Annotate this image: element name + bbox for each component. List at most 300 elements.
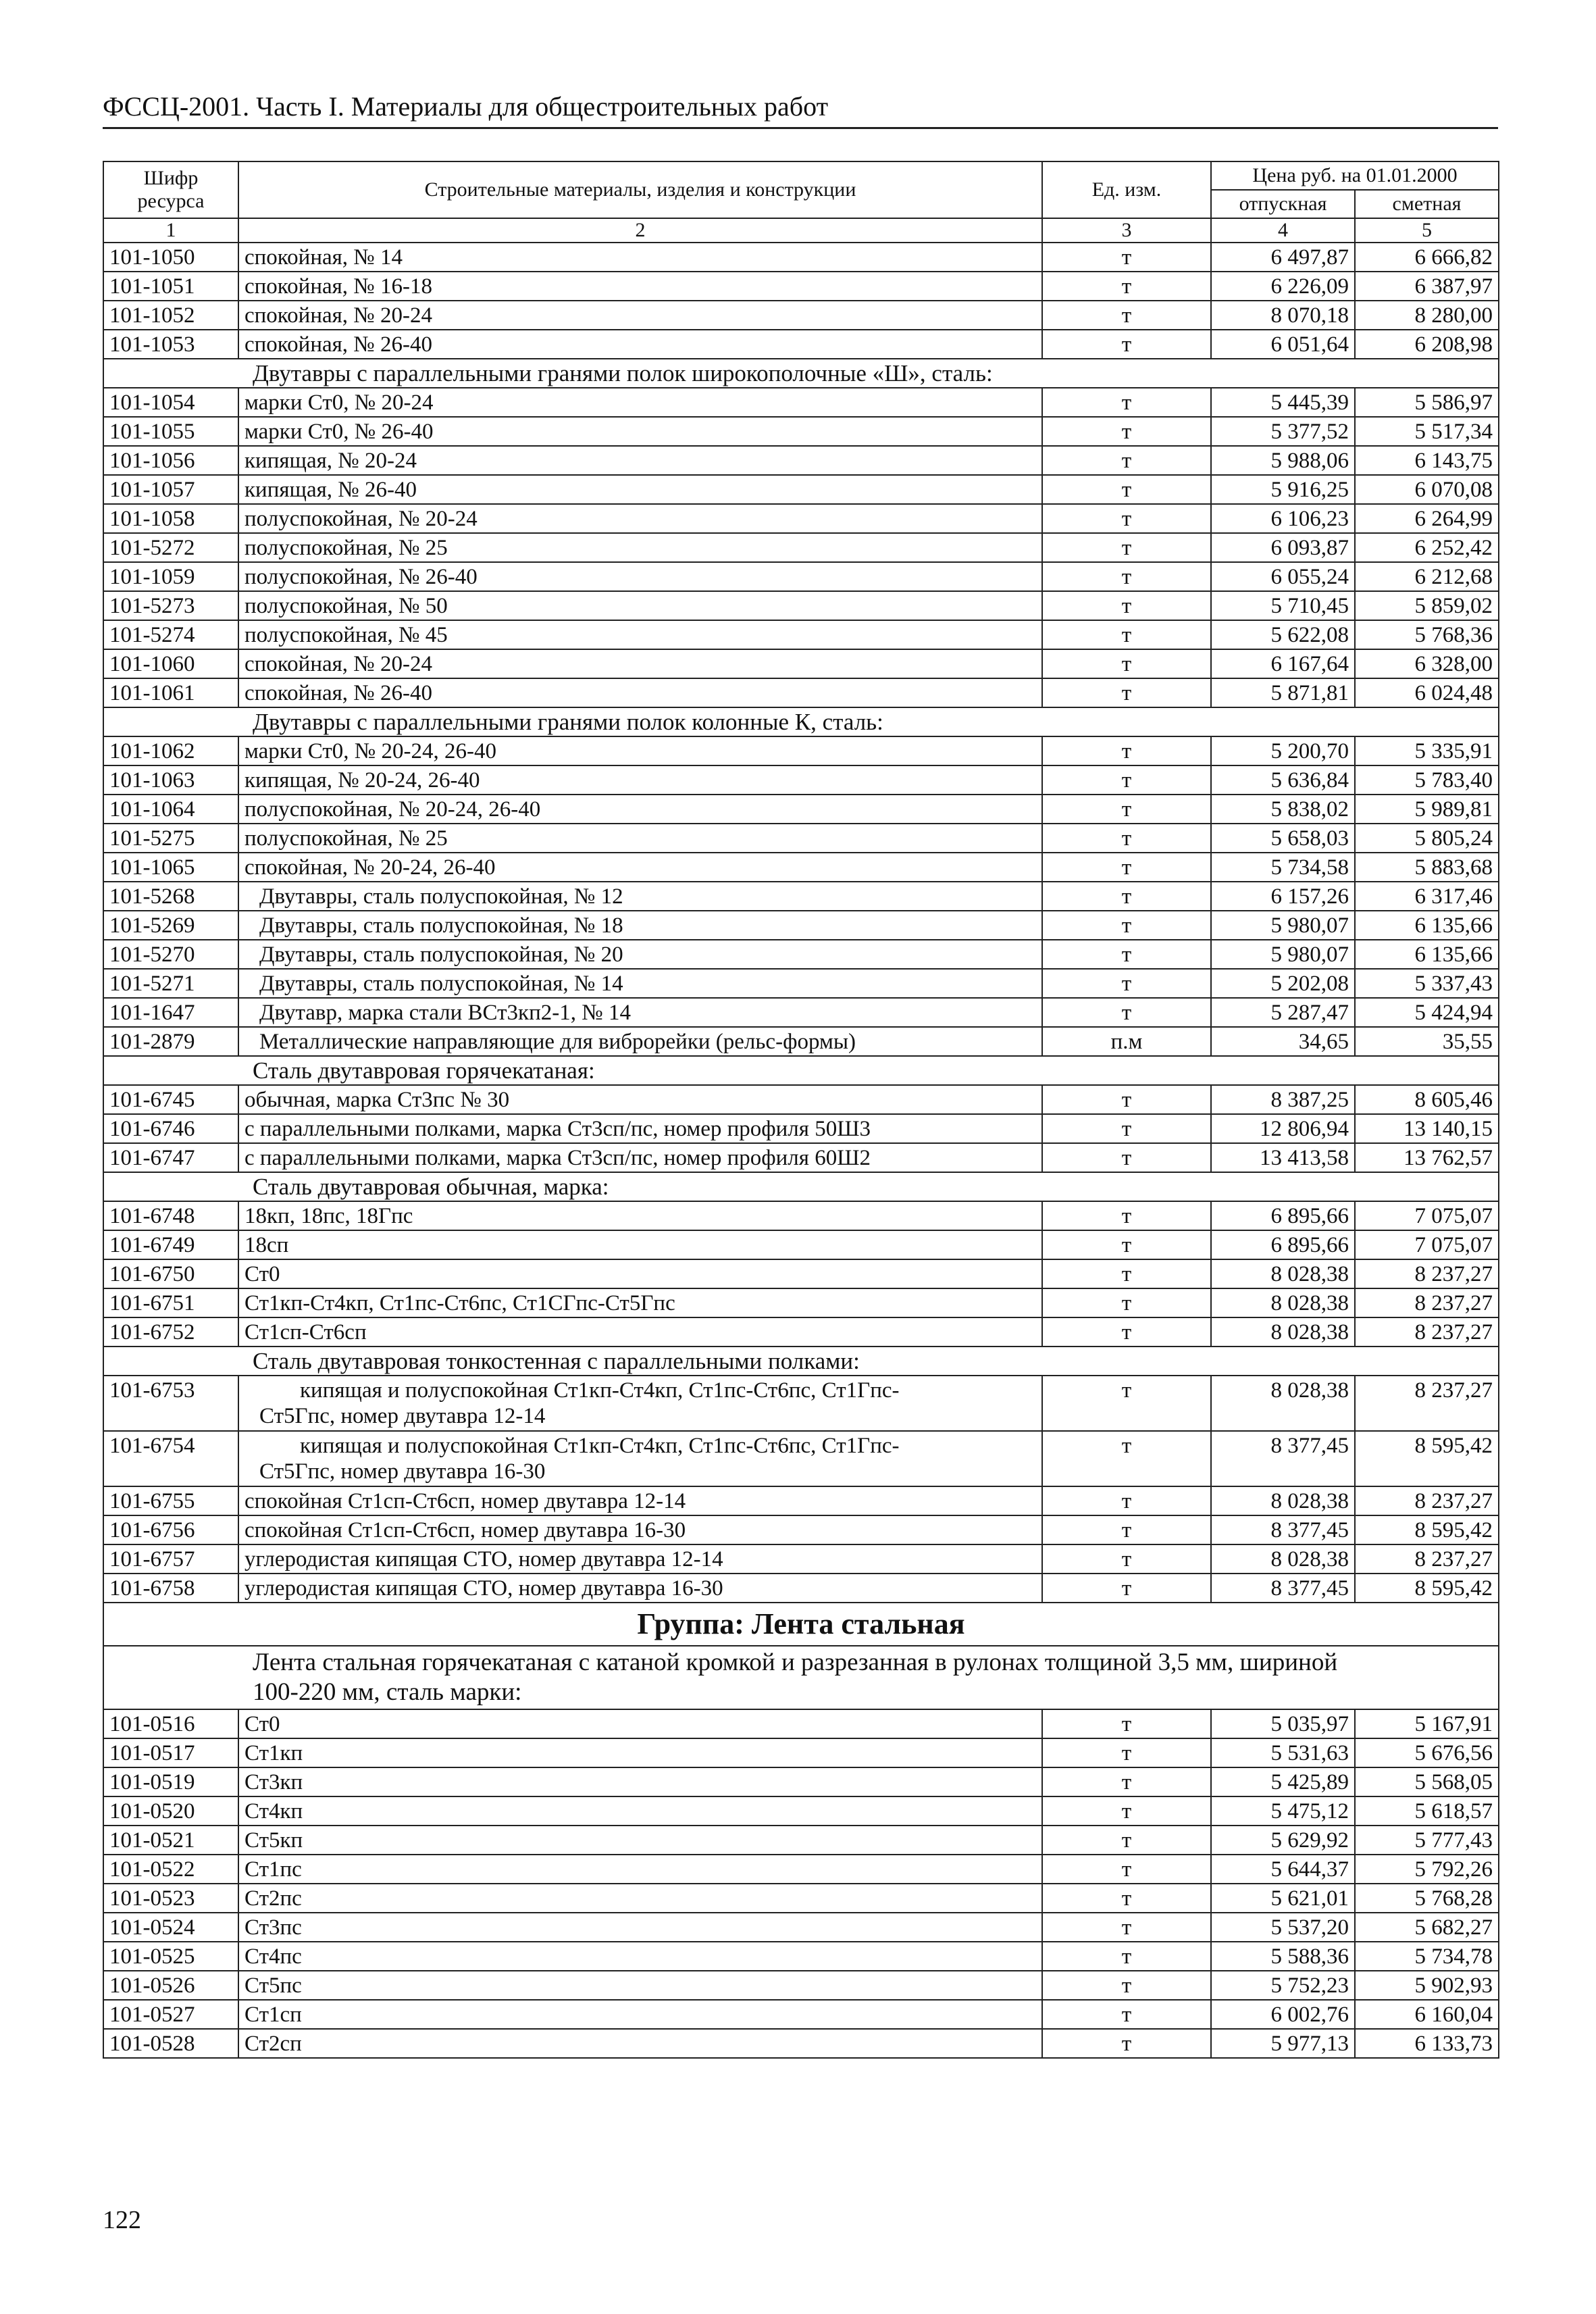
unit: т (1042, 1709, 1211, 1738)
resource-code: 101-1063 (103, 765, 238, 795)
estimate-price: 7 075,07 (1355, 1230, 1499, 1259)
running-title: ФССЦ-2001. Часть I. Материалы для общестроительных работ (103, 89, 1498, 129)
table-row (103, 1431, 1499, 1486)
unit: т (1042, 330, 1211, 359)
table-row (103, 678, 1499, 707)
price-table (103, 161, 1499, 2059)
table-row (103, 1709, 1499, 1738)
material-name: спокойная, № 20-24 (238, 649, 1042, 678)
estimate-price: 5 337,43 (1355, 969, 1499, 998)
resource-code: 101-0523 (103, 1884, 238, 1913)
table-row (103, 911, 1499, 940)
header-estimate: сметная (1355, 190, 1499, 218)
table-header (103, 161, 1499, 243)
unit: т (1042, 795, 1211, 824)
release-price: 5 622,08 (1211, 620, 1355, 649)
release-price: 5 588,36 (1211, 1942, 1355, 1971)
unit: т (1042, 1855, 1211, 1884)
material-name: углеродистая кипящая СТО, номер двутавра 16-30 (238, 1574, 1042, 1603)
table-row (103, 1486, 1499, 1515)
release-price: 12 806,94 (1211, 1114, 1355, 1143)
unit: т (1042, 882, 1211, 911)
release-price: 6 051,64 (1211, 330, 1355, 359)
unit: т (1042, 1143, 1211, 1172)
material-name: Ст5кп (238, 1826, 1042, 1855)
unit: т (1042, 1376, 1211, 1431)
release-price: 5 035,97 (1211, 1709, 1355, 1738)
header-colnum: 2 (238, 218, 1042, 243)
estimate-price: 8 237,27 (1355, 1544, 1499, 1574)
estimate-price: 6 264,99 (1355, 504, 1499, 533)
table-row (103, 504, 1499, 533)
unit: т (1042, 504, 1211, 533)
resource-code: 101-6752 (103, 1317, 238, 1347)
resource-code: 101-0524 (103, 1913, 238, 1942)
release-price: 6 106,23 (1211, 504, 1355, 533)
unit: т (1042, 1431, 1211, 1486)
resource-code: 101-5274 (103, 620, 238, 649)
header-colnum: 1 (103, 218, 238, 243)
material-name: Двутавры, сталь полуспокойная, № 20 (238, 940, 1042, 969)
table-row (103, 417, 1499, 446)
unit: т (1042, 911, 1211, 940)
table-row (103, 475, 1499, 504)
material-name-line: Ст5Гпс, номер двутавра 12-14 (259, 1404, 546, 1428)
table-row (103, 272, 1499, 301)
table-body (103, 243, 1499, 2058)
resource-code: 101-1060 (103, 649, 238, 678)
release-price: 6 093,87 (1211, 533, 1355, 562)
unit: т (1042, 591, 1211, 620)
estimate-price: 6 135,66 (1355, 911, 1499, 940)
material-name: Двутавр, марка стали ВСт3кп2-1, № 14 (238, 998, 1042, 1027)
estimate-price: 6 317,46 (1355, 882, 1499, 911)
unit: т (1042, 1085, 1211, 1114)
release-price: 6 497,87 (1211, 243, 1355, 272)
resource-code: 101-1647 (103, 998, 238, 1027)
unit: т (1042, 1114, 1211, 1143)
group-intro-row (103, 1646, 1499, 1709)
estimate-price: 8 237,27 (1355, 1486, 1499, 1515)
resource-code: 101-0520 (103, 1796, 238, 1826)
resource-code: 101-1053 (103, 330, 238, 359)
estimate-price: 5 768,36 (1355, 620, 1499, 649)
resource-code: 101-0527 (103, 2000, 238, 2029)
release-price: 5 752,23 (1211, 1971, 1355, 2000)
material-name: Ст0 (238, 1709, 1042, 1738)
release-price: 5 629,92 (1211, 1826, 1355, 1855)
table-row (103, 1913, 1499, 1942)
resource-code: 101-1061 (103, 678, 238, 707)
release-price: 5 658,03 (1211, 824, 1355, 853)
estimate-price: 8 237,27 (1355, 1288, 1499, 1317)
resource-code: 101-6746 (103, 1114, 238, 1143)
resource-code: 101-6745 (103, 1085, 238, 1114)
release-price: 5 734,58 (1211, 853, 1355, 882)
release-price: 5 200,70 (1211, 736, 1355, 765)
material-name: полуспокойная, № 25 (238, 824, 1042, 853)
material-name: спокойная, № 20-24, 26-40 (238, 853, 1042, 882)
header-code: Шифр ресурса (103, 161, 238, 218)
material-name: Ст3пс (238, 1913, 1042, 1942)
material-name: Ст2сп (238, 2029, 1042, 2058)
resource-code: 101-1051 (103, 272, 238, 301)
release-price: 6 157,26 (1211, 882, 1355, 911)
table-row (103, 1796, 1499, 1826)
unit: т (1042, 1971, 1211, 2000)
estimate-price: 5 805,24 (1355, 824, 1499, 853)
header-unit: Ед. изм. (1042, 161, 1211, 218)
release-price: 8 070,18 (1211, 301, 1355, 330)
estimate-price: 6 208,98 (1355, 330, 1499, 359)
release-price: 5 988,06 (1211, 446, 1355, 475)
table-row (103, 243, 1499, 272)
unit: т (1042, 969, 1211, 998)
unit: т (1042, 1826, 1211, 1855)
estimate-price: 5 768,28 (1355, 1884, 1499, 1913)
unit: т (1042, 1201, 1211, 1230)
unit: т (1042, 1288, 1211, 1317)
table-row (103, 1027, 1499, 1056)
estimate-price: 5 734,78 (1355, 1942, 1499, 1971)
material-name: Ст1кп (238, 1738, 1042, 1767)
resource-code: 101-5273 (103, 591, 238, 620)
table-row (103, 649, 1499, 678)
unit: т (1042, 1486, 1211, 1515)
unit: т (1042, 620, 1211, 649)
resource-code: 101-0517 (103, 1738, 238, 1767)
release-price: 6 895,66 (1211, 1201, 1355, 1230)
material-name: Ст2пс (238, 1884, 1042, 1913)
table-row (103, 940, 1499, 969)
table-row (103, 1288, 1499, 1317)
table-row (103, 795, 1499, 824)
unit: т (1042, 1884, 1211, 1913)
estimate-price: 5 568,05 (1355, 1767, 1499, 1796)
estimate-price: 8 237,27 (1355, 1259, 1499, 1288)
table-row (103, 1971, 1499, 2000)
section-heading: Сталь двутавровая обычная, марка: (103, 1172, 1499, 1201)
release-price: 5 980,07 (1211, 940, 1355, 969)
material-name: Ст1кп-Ст4кп, Ст1пс-Ст6пс, Ст1СГпс-Ст5Гпс (238, 1288, 1042, 1317)
table-row (103, 1884, 1499, 1913)
section-heading-row (103, 1347, 1499, 1376)
resource-code: 101-1050 (103, 243, 238, 272)
group-intro-line: Лента стальная горячекатаная с катаной кромкой и разрезанная в рулонах толщиной 3,5 мм, шириной (253, 1649, 1338, 1676)
release-price: 8 028,38 (1211, 1317, 1355, 1347)
section-heading-row (103, 707, 1499, 736)
material-name: спокойная, № 26-40 (238, 678, 1042, 707)
group-intro (103, 1646, 1499, 1709)
material-name: Ст1пс (238, 1855, 1042, 1884)
release-price: 5 475,12 (1211, 1796, 1355, 1826)
resource-code: 101-1054 (103, 388, 238, 417)
estimate-price: 5 424,94 (1355, 998, 1499, 1027)
unit: т (1042, 824, 1211, 853)
table-row (103, 1942, 1499, 1971)
unit: т (1042, 998, 1211, 1027)
release-price: 6 167,64 (1211, 649, 1355, 678)
release-price: 5 644,37 (1211, 1855, 1355, 1884)
release-price: 5 531,63 (1211, 1738, 1355, 1767)
unit: т (1042, 417, 1211, 446)
release-price: 5 621,01 (1211, 1884, 1355, 1913)
release-price: 8 377,45 (1211, 1431, 1355, 1486)
estimate-price: 5 989,81 (1355, 795, 1499, 824)
resource-code: 101-0525 (103, 1942, 238, 1971)
resource-code: 101-6754 (103, 1431, 238, 1486)
material-name (238, 1431, 1042, 1486)
group-heading: Группа: Лента стальная (103, 1603, 1499, 1646)
unit: т (1042, 853, 1211, 882)
estimate-price: 6 252,42 (1355, 533, 1499, 562)
estimate-price: 5 902,93 (1355, 1971, 1499, 2000)
table-row (103, 2029, 1499, 2058)
table-row (103, 1574, 1499, 1603)
resource-code: 101-1064 (103, 795, 238, 824)
material-name: обычная, марка Ст3пс № 30 (238, 1085, 1042, 1114)
resource-code: 101-1056 (103, 446, 238, 475)
table-row (103, 1738, 1499, 1767)
unit: т (1042, 765, 1211, 795)
material-name: с параллельными полками, марка Ст3сп/пс, номер профиля 60Ш2 (238, 1143, 1042, 1172)
material-name: полуспокойная, № 26-40 (238, 562, 1042, 591)
release-price: 34,65 (1211, 1027, 1355, 1056)
estimate-price: 8 237,27 (1355, 1317, 1499, 1347)
unit: т (1042, 388, 1211, 417)
resource-code: 101-0519 (103, 1767, 238, 1796)
material-name: Ст4пс (238, 1942, 1042, 1971)
release-price: 5 636,84 (1211, 765, 1355, 795)
material-name (238, 1376, 1042, 1431)
material-name: Ст3кп (238, 1767, 1042, 1796)
material-name: Ст1сп-Ст6сп (238, 1317, 1042, 1347)
resource-code: 101-6747 (103, 1143, 238, 1172)
estimate-price: 5 517,34 (1355, 417, 1499, 446)
material-name: Ст0 (238, 1259, 1042, 1288)
release-price: 8 028,38 (1211, 1376, 1355, 1431)
material-name: Ст1сп (238, 2000, 1042, 2029)
unit: т (1042, 1544, 1211, 1574)
estimate-price: 35,55 (1355, 1027, 1499, 1056)
release-price: 8 387,25 (1211, 1085, 1355, 1114)
resource-code: 101-0526 (103, 1971, 238, 2000)
group-intro-line: 100-220 мм, сталь марки: (253, 1678, 522, 1706)
material-name: спокойная Ст1сп-Ст6сп, номер двутавра 16-30 (238, 1515, 1042, 1544)
release-price: 8 028,38 (1211, 1259, 1355, 1288)
material-name: спокойная, № 26-40 (238, 330, 1042, 359)
table-row (103, 1826, 1499, 1855)
material-name: полуспокойная, № 25 (238, 533, 1042, 562)
unit: т (1042, 1796, 1211, 1826)
material-name: спокойная, № 14 (238, 243, 1042, 272)
estimate-price: 6 135,66 (1355, 940, 1499, 969)
resource-code: 101-1065 (103, 853, 238, 882)
unit: т (1042, 1230, 1211, 1259)
unit: т (1042, 1259, 1211, 1288)
unit: т (1042, 2000, 1211, 2029)
resource-code: 101-5275 (103, 824, 238, 853)
table-row (103, 824, 1499, 853)
unit: т (1042, 1515, 1211, 1544)
material-name: Ст5пс (238, 1971, 1042, 2000)
release-price: 5 977,13 (1211, 2029, 1355, 2058)
material-name: марки Ст0, № 26-40 (238, 417, 1042, 446)
resource-code: 101-0521 (103, 1826, 238, 1855)
material-name: 18сп (238, 1230, 1042, 1259)
release-price: 13 413,58 (1211, 1143, 1355, 1172)
estimate-price: 6 387,97 (1355, 272, 1499, 301)
table-row (103, 1259, 1499, 1288)
release-price: 8 028,38 (1211, 1288, 1355, 1317)
release-price: 5 871,81 (1211, 678, 1355, 707)
unit: т (1042, 475, 1211, 504)
release-price: 5 980,07 (1211, 911, 1355, 940)
estimate-price: 8 280,00 (1355, 301, 1499, 330)
header-colnum: 3 (1042, 218, 1211, 243)
section-heading-row (103, 359, 1499, 388)
release-price: 8 028,38 (1211, 1544, 1355, 1574)
estimate-price: 8 595,42 (1355, 1574, 1499, 1603)
resource-code: 101-1055 (103, 417, 238, 446)
unit: т (1042, 940, 1211, 969)
material-name: спокойная Ст1сп-Ст6сп, номер двутавра 12-14 (238, 1486, 1042, 1515)
material-name: с параллельными полками, марка Ст3сп/пс, номер профиля 50Ш3 (238, 1114, 1042, 1143)
group-heading-row (103, 1603, 1499, 1646)
unit: т (1042, 243, 1211, 272)
material-name-line: кипящая и полуспокойная Ст1кп-Ст4кп, Ст1пс-Ст6пс, Ст1Гпс- (300, 1378, 900, 1403)
table-row (103, 853, 1499, 882)
estimate-price: 13 762,57 (1355, 1143, 1499, 1172)
unit: т (1042, 1738, 1211, 1767)
estimate-price: 5 676,56 (1355, 1738, 1499, 1767)
material-name: полуспокойная, № 20-24 (238, 504, 1042, 533)
resource-code: 101-1062 (103, 736, 238, 765)
material-name-line: Ст5Гпс, номер двутавра 16-30 (259, 1459, 546, 1484)
estimate-price: 13 140,15 (1355, 1114, 1499, 1143)
estimate-price: 5 167,91 (1355, 1709, 1499, 1738)
table-row (103, 969, 1499, 998)
resource-code: 101-0516 (103, 1709, 238, 1738)
estimate-price: 5 618,57 (1355, 1796, 1499, 1826)
estimate-price: 5 883,68 (1355, 853, 1499, 882)
material-name: Двутавры, сталь полуспокойная, № 18 (238, 911, 1042, 940)
resource-code: 101-1058 (103, 504, 238, 533)
material-name-line: кипящая и полуспокойная Ст1кп-Ст4кп, Ст1пс-Ст6пс, Ст1Гпс- (300, 1434, 900, 1458)
material-name: марки Ст0, № 20-24 (238, 388, 1042, 417)
estimate-price: 8 595,42 (1355, 1431, 1499, 1486)
release-price: 8 028,38 (1211, 1486, 1355, 1515)
resource-code: 101-6755 (103, 1486, 238, 1515)
resource-code: 101-5271 (103, 969, 238, 998)
estimate-price: 6 143,75 (1355, 446, 1499, 475)
section-heading-row (103, 1056, 1499, 1085)
resource-code: 101-5272 (103, 533, 238, 562)
section-heading: Двутавры с параллельными гранями полок широкополочные «Ш», сталь: (103, 359, 1499, 388)
estimate-price: 6 024,48 (1355, 678, 1499, 707)
table-row (103, 1201, 1499, 1230)
estimate-price: 8 605,46 (1355, 1085, 1499, 1114)
estimate-price: 6 328,00 (1355, 649, 1499, 678)
estimate-price: 6 070,08 (1355, 475, 1499, 504)
section-heading: Сталь двутавровая тонкостенная с параллельными полками: (103, 1347, 1499, 1376)
material-name: кипящая, № 20-24 (238, 446, 1042, 475)
unit: т (1042, 1574, 1211, 1603)
release-price: 5 287,47 (1211, 998, 1355, 1027)
section-heading-row (103, 1172, 1499, 1201)
material-name: полуспокойная, № 20-24, 26-40 (238, 795, 1042, 824)
estimate-price: 5 586,97 (1355, 388, 1499, 417)
material-name: кипящая, № 26-40 (238, 475, 1042, 504)
unit: т (1042, 301, 1211, 330)
table-row (103, 1114, 1499, 1143)
release-price: 5 838,02 (1211, 795, 1355, 824)
unit: т (1042, 649, 1211, 678)
resource-code: 101-6751 (103, 1288, 238, 1317)
resource-code: 101-5268 (103, 882, 238, 911)
estimate-price: 8 237,27 (1355, 1376, 1499, 1431)
header-name: Строительные материалы, изделия и конструкции (238, 161, 1042, 218)
page-number: 122 (103, 2206, 141, 2234)
table-row (103, 765, 1499, 795)
estimate-price: 5 335,91 (1355, 736, 1499, 765)
estimate-price: 6 212,68 (1355, 562, 1499, 591)
release-price: 5 537,20 (1211, 1913, 1355, 1942)
resource-code: 101-1052 (103, 301, 238, 330)
table-row (103, 388, 1499, 417)
release-price: 6 002,76 (1211, 2000, 1355, 2029)
resource-code: 101-6750 (103, 1259, 238, 1288)
release-price: 6 895,66 (1211, 1230, 1355, 1259)
section-heading: Двутавры с параллельными гранями полок колонные К, сталь: (103, 707, 1499, 736)
unit: т (1042, 1942, 1211, 1971)
table-row (103, 1515, 1499, 1544)
table-row (103, 1230, 1499, 1259)
release-price: 5 202,08 (1211, 969, 1355, 998)
table-row (103, 562, 1499, 591)
estimate-price: 6 133,73 (1355, 2029, 1499, 2058)
table-row (103, 1544, 1499, 1574)
release-price: 5 425,89 (1211, 1767, 1355, 1796)
release-price: 8 377,45 (1211, 1515, 1355, 1544)
resource-code: 101-5269 (103, 911, 238, 940)
unit: т (1042, 736, 1211, 765)
material-name: кипящая, № 20-24, 26-40 (238, 765, 1042, 795)
material-name: углеродистая кипящая СТО, номер двутавра 12-14 (238, 1544, 1042, 1574)
material-name: марки Ст0, № 20-24, 26-40 (238, 736, 1042, 765)
table-row (103, 1317, 1499, 1347)
table-row (103, 1855, 1499, 1884)
material-name: Ст4кп (238, 1796, 1042, 1826)
estimate-price: 5 777,43 (1355, 1826, 1499, 1855)
resource-code: 101-6757 (103, 1544, 238, 1574)
release-price: 6 226,09 (1211, 272, 1355, 301)
resource-code: 101-6753 (103, 1376, 238, 1431)
unit: т (1042, 562, 1211, 591)
material-name: Двутавры, сталь полуспокойная, № 12 (238, 882, 1042, 911)
table-row (103, 736, 1499, 765)
resource-code: 101-6748 (103, 1201, 238, 1230)
header-price: Цена руб. на 01.01.2000 (1211, 161, 1499, 190)
release-price: 5 377,52 (1211, 417, 1355, 446)
unit: т (1042, 1317, 1211, 1347)
estimate-price: 5 682,27 (1355, 1913, 1499, 1942)
release-price: 5 710,45 (1211, 591, 1355, 620)
resource-code: 101-6758 (103, 1574, 238, 1603)
header-release: отпускная (1211, 190, 1355, 218)
release-price: 8 377,45 (1211, 1574, 1355, 1603)
resource-code: 101-6749 (103, 1230, 238, 1259)
